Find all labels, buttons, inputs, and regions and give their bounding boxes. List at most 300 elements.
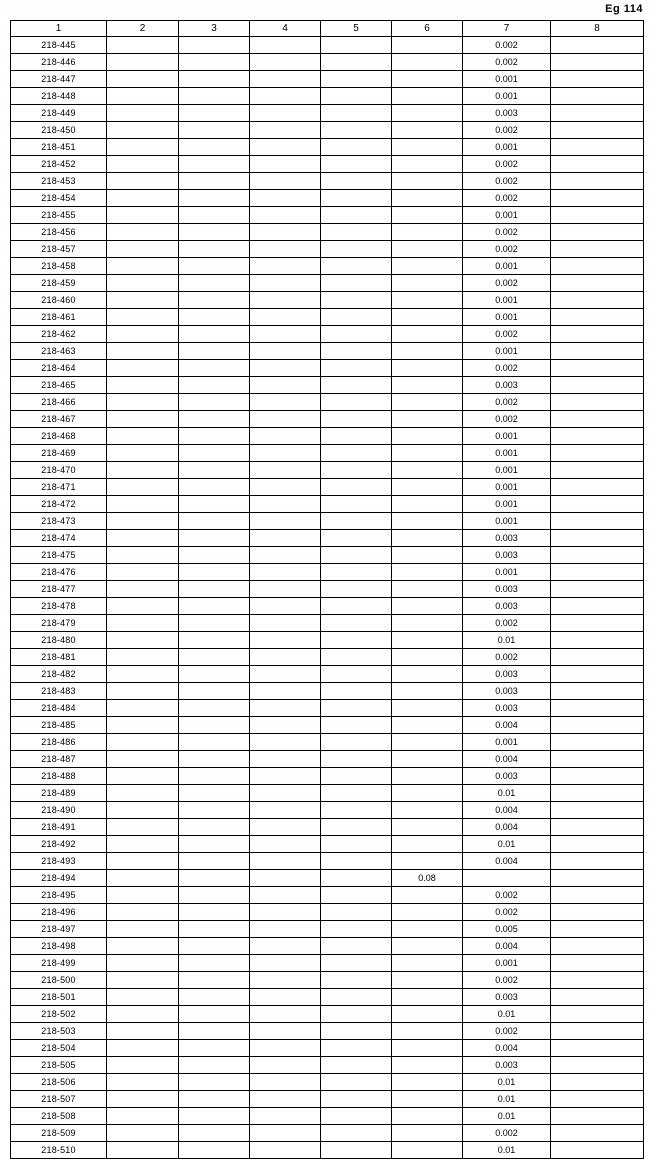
cell-column-3 — [179, 326, 250, 343]
cell-sample-id: 218-498 — [11, 938, 107, 955]
table-row — [11, 802, 644, 819]
cell-sample-id: 218-459 — [11, 275, 107, 292]
cell-column-2 — [107, 513, 179, 530]
cell-column-5 — [321, 1091, 392, 1108]
cell-column-2 — [107, 564, 179, 581]
cell-sample-id: 218-458 — [11, 258, 107, 275]
column-header-8: 8 — [551, 21, 644, 37]
cell-column-6 — [392, 921, 463, 938]
cell-column-5 — [321, 615, 392, 632]
table-row — [11, 394, 644, 411]
table-row — [11, 411, 644, 428]
cell-column-3 — [179, 360, 250, 377]
table-row — [11, 955, 644, 972]
cell-column-6 — [392, 462, 463, 479]
cell-sample-id: 218-460 — [11, 292, 107, 309]
cell-column-8 — [551, 615, 644, 632]
cell-column-8 — [551, 1057, 644, 1074]
cell-sample-id: 218-492 — [11, 836, 107, 853]
cell-sample-id: 218-464 — [11, 360, 107, 377]
cell-column-6 — [392, 309, 463, 326]
cell-column-7: 0.01 — [463, 836, 551, 853]
cell-column-5 — [321, 513, 392, 530]
cell-column-2 — [107, 71, 179, 88]
cell-column-5 — [321, 462, 392, 479]
cell-column-3 — [179, 428, 250, 445]
cell-column-6 — [392, 853, 463, 870]
cell-column-2 — [107, 139, 179, 156]
cell-column-8 — [551, 258, 644, 275]
cell-column-4 — [250, 139, 321, 156]
table-row — [11, 479, 644, 496]
cell-column-3 — [179, 394, 250, 411]
cell-column-3 — [179, 887, 250, 904]
cell-column-8 — [551, 105, 644, 122]
cell-column-3 — [179, 649, 250, 666]
cell-column-4 — [250, 836, 321, 853]
cell-column-6 — [392, 326, 463, 343]
cell-column-6 — [392, 479, 463, 496]
table-row — [11, 598, 644, 615]
cell-sample-id: 218-446 — [11, 54, 107, 71]
cell-column-8 — [551, 1074, 644, 1091]
cell-column-2 — [107, 785, 179, 802]
column-header-5: 5 — [321, 21, 392, 37]
cell-column-7: 0.003 — [463, 989, 551, 1006]
cell-column-2 — [107, 870, 179, 887]
cell-column-8 — [551, 666, 644, 683]
table-body — [11, 37, 644, 1159]
table-row — [11, 37, 644, 54]
cell-column-4 — [250, 768, 321, 785]
cell-column-3 — [179, 1125, 250, 1142]
cell-column-2 — [107, 904, 179, 921]
cell-column-4 — [250, 904, 321, 921]
cell-column-7: 0.001 — [463, 496, 551, 513]
cell-column-5 — [321, 853, 392, 870]
cell-column-4 — [250, 632, 321, 649]
cell-column-2 — [107, 717, 179, 734]
cell-sample-id: 218-496 — [11, 904, 107, 921]
cell-column-8 — [551, 819, 644, 836]
cell-column-5 — [321, 394, 392, 411]
cell-column-8 — [551, 292, 644, 309]
cell-column-8 — [551, 445, 644, 462]
cell-column-5 — [321, 734, 392, 751]
cell-sample-id: 218-500 — [11, 972, 107, 989]
cell-column-5 — [321, 479, 392, 496]
cell-column-8 — [551, 785, 644, 802]
cell-column-8 — [551, 190, 644, 207]
cell-column-5 — [321, 598, 392, 615]
cell-column-2 — [107, 836, 179, 853]
cell-column-8 — [551, 989, 644, 1006]
cell-column-2 — [107, 241, 179, 258]
cell-column-6 — [392, 394, 463, 411]
cell-column-8 — [551, 1125, 644, 1142]
cell-column-3 — [179, 598, 250, 615]
data-table-container — [10, 20, 643, 1159]
cell-column-2 — [107, 462, 179, 479]
cell-column-7: 0.001 — [463, 207, 551, 224]
cell-column-8 — [551, 1091, 644, 1108]
cell-column-4 — [250, 785, 321, 802]
cell-column-7: 0.001 — [463, 564, 551, 581]
cell-column-7: 0.004 — [463, 1040, 551, 1057]
cell-column-2 — [107, 122, 179, 139]
cell-column-8 — [551, 836, 644, 853]
cell-column-3 — [179, 547, 250, 564]
cell-column-2 — [107, 683, 179, 700]
cell-column-7: 0.002 — [463, 326, 551, 343]
cell-column-5 — [321, 564, 392, 581]
cell-column-5 — [321, 88, 392, 105]
cell-column-7: 0.01 — [463, 1108, 551, 1125]
cell-column-2 — [107, 989, 179, 1006]
cell-column-6 — [392, 292, 463, 309]
cell-column-7: 0.003 — [463, 683, 551, 700]
cell-column-3 — [179, 54, 250, 71]
table-row — [11, 309, 644, 326]
cell-column-8 — [551, 683, 644, 700]
table-row — [11, 1006, 644, 1023]
cell-column-2 — [107, 258, 179, 275]
cell-column-2 — [107, 921, 179, 938]
cell-column-4 — [250, 479, 321, 496]
table-row — [11, 513, 644, 530]
cell-column-6 — [392, 819, 463, 836]
cell-column-2 — [107, 1142, 179, 1159]
cell-column-3 — [179, 207, 250, 224]
cell-column-2 — [107, 581, 179, 598]
cell-column-8 — [551, 751, 644, 768]
cell-column-2 — [107, 207, 179, 224]
cell-column-6 — [392, 615, 463, 632]
table-row — [11, 649, 644, 666]
cell-column-7: 0.004 — [463, 751, 551, 768]
cell-column-4 — [250, 598, 321, 615]
cell-column-6 — [392, 207, 463, 224]
table-row — [11, 241, 644, 258]
cell-column-3 — [179, 666, 250, 683]
cell-column-2 — [107, 1006, 179, 1023]
cell-column-5 — [321, 411, 392, 428]
table-row — [11, 139, 644, 156]
cell-column-2 — [107, 360, 179, 377]
cell-column-3 — [179, 768, 250, 785]
cell-column-7: 0.01 — [463, 1142, 551, 1159]
cell-column-6 — [392, 751, 463, 768]
cell-column-5 — [321, 887, 392, 904]
cell-column-8 — [551, 955, 644, 972]
cell-sample-id: 218-483 — [11, 683, 107, 700]
cell-column-6 — [392, 411, 463, 428]
cell-column-7: 0.001 — [463, 139, 551, 156]
cell-column-6 — [392, 836, 463, 853]
cell-column-2 — [107, 1091, 179, 1108]
cell-column-5 — [321, 275, 392, 292]
cell-sample-id: 218-501 — [11, 989, 107, 1006]
cell-sample-id: 218-476 — [11, 564, 107, 581]
cell-column-6 — [392, 887, 463, 904]
cell-sample-id: 218-503 — [11, 1023, 107, 1040]
cell-column-7: 0.001 — [463, 479, 551, 496]
cell-column-3 — [179, 717, 250, 734]
cell-column-4 — [250, 1006, 321, 1023]
cell-column-3 — [179, 122, 250, 139]
cell-sample-id: 218-457 — [11, 241, 107, 258]
column-header-2: 2 — [107, 21, 179, 37]
table-row — [11, 972, 644, 989]
table-row — [11, 921, 644, 938]
cell-column-2 — [107, 530, 179, 547]
cell-column-5 — [321, 785, 392, 802]
cell-sample-id: 218-455 — [11, 207, 107, 224]
table-row — [11, 207, 644, 224]
cell-column-2 — [107, 428, 179, 445]
cell-column-8 — [551, 700, 644, 717]
cell-column-4 — [250, 343, 321, 360]
cell-sample-id: 218-467 — [11, 411, 107, 428]
cell-column-4 — [250, 564, 321, 581]
cell-column-2 — [107, 700, 179, 717]
cell-column-3 — [179, 1057, 250, 1074]
cell-column-4 — [250, 105, 321, 122]
cell-column-6 — [392, 649, 463, 666]
page-number-label: Eg 114 — [605, 3, 643, 15]
cell-column-6 — [392, 224, 463, 241]
cell-column-3 — [179, 1023, 250, 1040]
cell-column-4 — [250, 496, 321, 513]
cell-column-3 — [179, 1040, 250, 1057]
cell-column-4 — [250, 1057, 321, 1074]
cell-sample-id: 218-477 — [11, 581, 107, 598]
cell-column-5 — [321, 207, 392, 224]
cell-sample-id: 218-449 — [11, 105, 107, 122]
table-row — [11, 904, 644, 921]
table-row — [11, 785, 644, 802]
table-row — [11, 989, 644, 1006]
cell-sample-id: 218-481 — [11, 649, 107, 666]
cell-column-8 — [551, 734, 644, 751]
cell-column-4 — [250, 734, 321, 751]
cell-column-4 — [250, 224, 321, 241]
cell-column-3 — [179, 921, 250, 938]
cell-column-7: 0.002 — [463, 615, 551, 632]
cell-column-7: 0.003 — [463, 377, 551, 394]
cell-column-7 — [463, 870, 551, 887]
cell-sample-id: 218-471 — [11, 479, 107, 496]
cell-column-5 — [321, 37, 392, 54]
cell-column-6 — [392, 717, 463, 734]
cell-column-3 — [179, 802, 250, 819]
cell-column-8 — [551, 513, 644, 530]
cell-column-4 — [250, 1125, 321, 1142]
column-header-3: 3 — [179, 21, 250, 37]
cell-column-4 — [250, 462, 321, 479]
cell-column-7: 0.002 — [463, 173, 551, 190]
table-row — [11, 1074, 644, 1091]
cell-column-6 — [392, 802, 463, 819]
cell-column-2 — [107, 377, 179, 394]
cell-column-8 — [551, 1108, 644, 1125]
cell-column-8 — [551, 224, 644, 241]
cell-column-5 — [321, 309, 392, 326]
table-row — [11, 156, 644, 173]
cell-column-7: 0.003 — [463, 530, 551, 547]
cell-column-4 — [250, 411, 321, 428]
cell-column-8 — [551, 547, 644, 564]
cell-column-6 — [392, 275, 463, 292]
table-row — [11, 1091, 644, 1108]
cell-sample-id: 218-478 — [11, 598, 107, 615]
cell-column-3 — [179, 190, 250, 207]
cell-column-8 — [551, 904, 644, 921]
cell-column-7: 0.001 — [463, 88, 551, 105]
cell-column-3 — [179, 479, 250, 496]
table-row — [11, 751, 644, 768]
cell-column-6 — [392, 105, 463, 122]
cell-column-3 — [179, 734, 250, 751]
table-row — [11, 1057, 644, 1074]
cell-column-2 — [107, 1040, 179, 1057]
cell-column-5 — [321, 377, 392, 394]
cell-column-3 — [179, 904, 250, 921]
cell-column-8 — [551, 972, 644, 989]
cell-column-5 — [321, 530, 392, 547]
cell-column-2 — [107, 1108, 179, 1125]
cell-column-8 — [551, 530, 644, 547]
cell-column-6 — [392, 1023, 463, 1040]
cell-column-5 — [321, 700, 392, 717]
cell-column-6 — [392, 513, 463, 530]
table-row — [11, 666, 644, 683]
cell-sample-id: 218-504 — [11, 1040, 107, 1057]
cell-column-5 — [321, 1142, 392, 1159]
cell-sample-id: 218-452 — [11, 156, 107, 173]
cell-column-7: 0.001 — [463, 258, 551, 275]
cell-column-5 — [321, 904, 392, 921]
cell-column-4 — [250, 326, 321, 343]
cell-column-2 — [107, 955, 179, 972]
cell-column-7: 0.002 — [463, 54, 551, 71]
table-row — [11, 122, 644, 139]
cell-column-5 — [321, 122, 392, 139]
cell-column-7: 0.001 — [463, 309, 551, 326]
cell-column-2 — [107, 938, 179, 955]
data-table — [10, 20, 644, 1159]
cell-column-2 — [107, 666, 179, 683]
table-row — [11, 734, 644, 751]
cell-sample-id: 218-508 — [11, 1108, 107, 1125]
cell-column-5 — [321, 717, 392, 734]
cell-column-3 — [179, 836, 250, 853]
cell-column-4 — [250, 360, 321, 377]
cell-column-3 — [179, 1006, 250, 1023]
cell-column-2 — [107, 802, 179, 819]
cell-column-6 — [392, 1142, 463, 1159]
cell-column-7: 0.002 — [463, 1125, 551, 1142]
cell-column-5 — [321, 649, 392, 666]
cell-sample-id: 218-488 — [11, 768, 107, 785]
cell-column-4 — [250, 921, 321, 938]
cell-column-3 — [179, 785, 250, 802]
cell-column-6 — [392, 37, 463, 54]
cell-column-6 — [392, 156, 463, 173]
cell-column-6 — [392, 173, 463, 190]
cell-column-3 — [179, 377, 250, 394]
cell-column-4 — [250, 292, 321, 309]
cell-sample-id: 218-486 — [11, 734, 107, 751]
cell-column-8 — [551, 428, 644, 445]
cell-column-2 — [107, 547, 179, 564]
cell-column-3 — [179, 37, 250, 54]
cell-column-6 — [392, 1091, 463, 1108]
cell-column-6 — [392, 241, 463, 258]
table-row — [11, 836, 644, 853]
cell-column-3 — [179, 853, 250, 870]
cell-column-8 — [551, 411, 644, 428]
cell-column-3 — [179, 870, 250, 887]
cell-column-3 — [179, 632, 250, 649]
cell-column-6 — [392, 581, 463, 598]
cell-column-8 — [551, 173, 644, 190]
table-row — [11, 870, 644, 887]
cell-column-2 — [107, 37, 179, 54]
cell-column-2 — [107, 1023, 179, 1040]
cell-sample-id: 218-463 — [11, 343, 107, 360]
cell-column-4 — [250, 700, 321, 717]
cell-column-5 — [321, 683, 392, 700]
cell-sample-id: 218-472 — [11, 496, 107, 513]
cell-column-5 — [321, 802, 392, 819]
cell-column-3 — [179, 309, 250, 326]
cell-column-6 — [392, 785, 463, 802]
cell-column-8 — [551, 309, 644, 326]
cell-column-4 — [250, 1108, 321, 1125]
cell-column-2 — [107, 615, 179, 632]
cell-column-5 — [321, 547, 392, 564]
cell-column-7: 0.003 — [463, 581, 551, 598]
cell-column-8 — [551, 377, 644, 394]
cell-column-7: 0.001 — [463, 955, 551, 972]
cell-column-5 — [321, 751, 392, 768]
cell-column-6 — [392, 445, 463, 462]
table-row — [11, 530, 644, 547]
cell-column-3 — [179, 700, 250, 717]
cell-sample-id: 218-448 — [11, 88, 107, 105]
cell-column-7: 0.002 — [463, 1023, 551, 1040]
cell-column-3 — [179, 819, 250, 836]
cell-column-4 — [250, 955, 321, 972]
cell-column-4 — [250, 615, 321, 632]
table-row — [11, 564, 644, 581]
table-row — [11, 258, 644, 275]
cell-column-5 — [321, 1006, 392, 1023]
table-row — [11, 887, 644, 904]
cell-column-5 — [321, 241, 392, 258]
cell-sample-id: 218-447 — [11, 71, 107, 88]
cell-column-4 — [250, 870, 321, 887]
cell-column-5 — [321, 156, 392, 173]
cell-sample-id: 218-479 — [11, 615, 107, 632]
cell-column-3 — [179, 1091, 250, 1108]
cell-column-2 — [107, 819, 179, 836]
table-row — [11, 1142, 644, 1159]
cell-column-4 — [250, 190, 321, 207]
table-row — [11, 428, 644, 445]
cell-column-4 — [250, 122, 321, 139]
